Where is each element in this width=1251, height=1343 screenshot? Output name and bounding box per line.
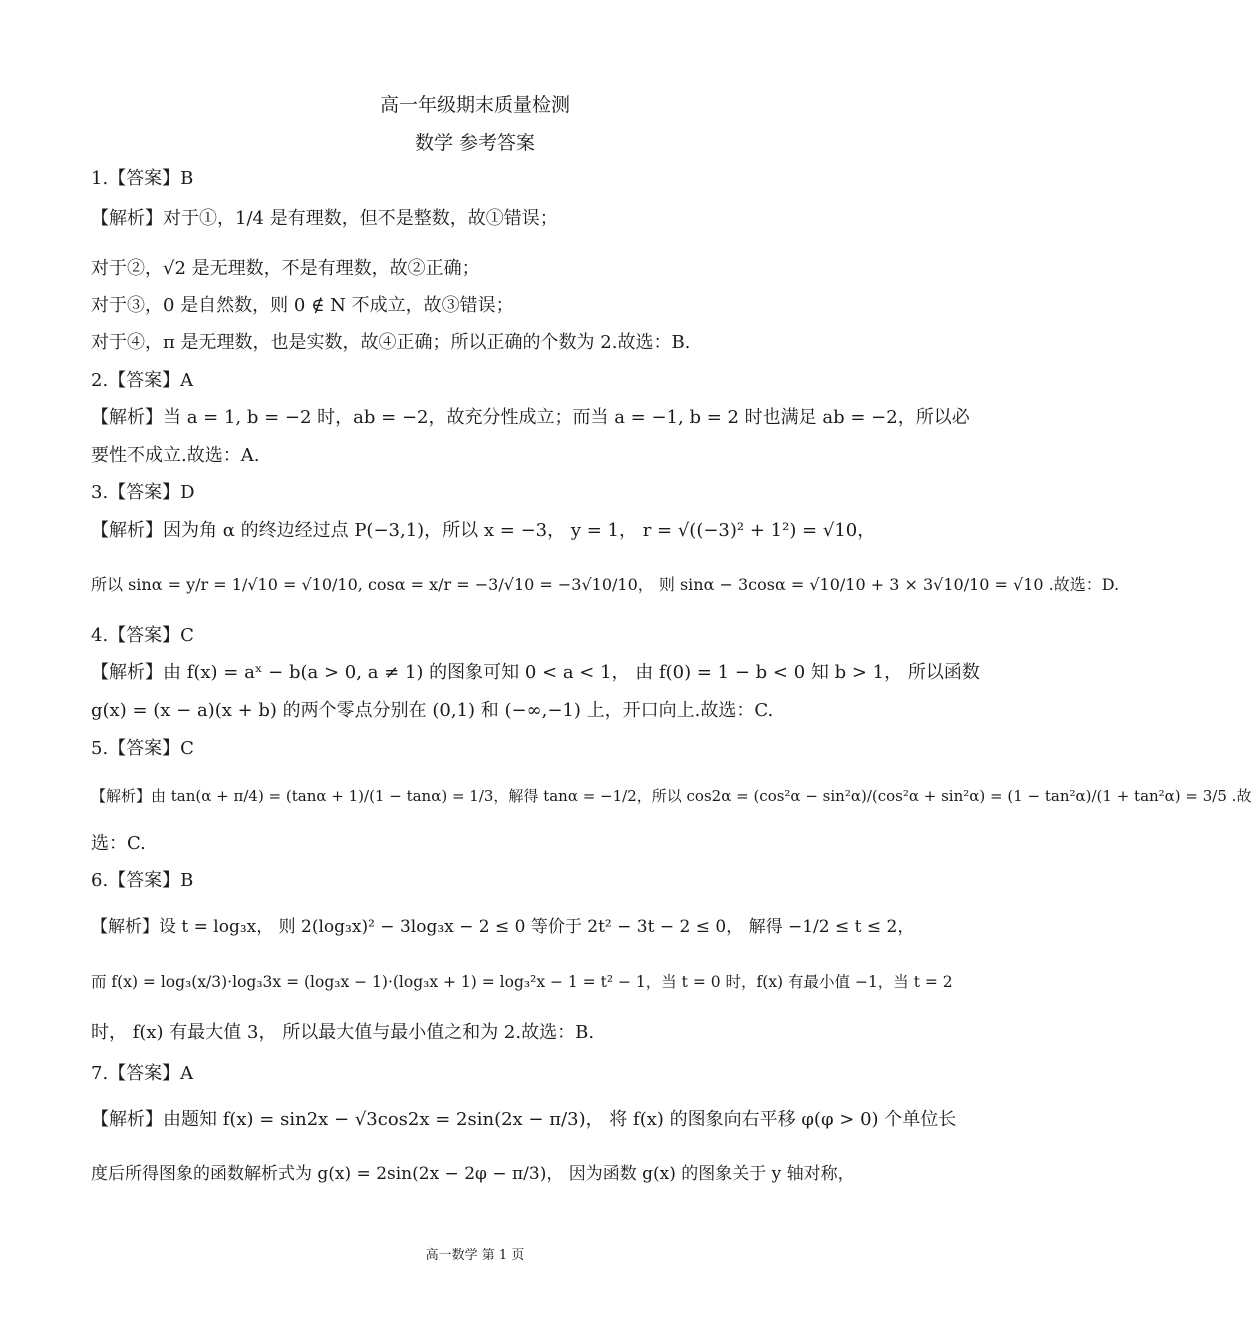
q2-answer: 2.【答案】A: [91, 370, 194, 391]
q4-line-1: 【解析】由 f(x) = aˣ − b(a > 0, a ≠ 1) 的图象可知 0 < a < 1， 由 f(0) = 1 − b < 0 知 b > 1， 所以函数: [91, 662, 980, 683]
q6-line-3: 时， f(x) 有最大值 3， 所以最大值与最小值之和为 2.故选：B.: [91, 1022, 595, 1043]
q6-answer: 6.【答案】B: [91, 870, 194, 891]
q5-line-2: 选：C.: [91, 833, 146, 854]
page-subtitle: 数学 参考答案: [414, 132, 536, 154]
q1-answer: 1.【答案】B: [91, 168, 194, 189]
q2-line-1: 【解析】当 a = 1, b = −2 时，ab = −2，故充分性成立；而当 a = −1, b = 2 时也满足 ab = −2，所以必: [91, 407, 970, 428]
q3-line-1: 【解析】因为角 α 的终边经过点 P(−3,1)，所以 x = −3， y = 1， r = √((−3)² + 1²) = √10，: [91, 520, 876, 541]
q4-answer: 4.【答案】C: [91, 625, 194, 646]
q3-line-2: 所以 sinα = y/r = 1/√10 = √10/10, cosα = x/r = −3/√10 = −3√10/10， 则 sinα − 3cosα = √10/10 + 3 × 3√10/10 = √10 .故选：D.: [91, 575, 1120, 594]
page-footer: 高一数学 第 1 页: [425, 1248, 525, 1263]
q5-answer: 5.【答案】C: [91, 738, 194, 759]
q7-line-1: 【解析】由题知 f(x) = sin2x − √3cos2x = 2sin(2x − π/3)， 将 f(x) 的图象向右平移 φ(φ > 0) 个单位长: [91, 1109, 957, 1130]
q6-line-1: 【解析】设 t = log₃x， 则 2(log₃x)² − 3log₃x − 2 ≤ 0 等价于 2t² − 3t − 2 ≤ 0， 解得 −1/2 ≤ t ≤ 2，: [91, 917, 915, 937]
q7-answer: 7.【答案】A: [91, 1063, 194, 1084]
q5-line-1: 【解析】由 tan(α + π/4) = (tanα + 1)/(1 − tanα) = 1/3，解得 tanα = −1/2，所以 cos2α = (cos²α − sin²α)/(cos²α + sin²α) = (1 − tan²α)/(1 + tan²α) = 3/5 .故: [91, 787, 1251, 805]
q1-line-4: 对于④，π 是无理数，也是实数，故④正确；所以正确的个数为 2.故选：B.: [91, 332, 691, 353]
q6-line-2: 而 f(x) = log₃(x/3)·log₃3x = (log₃x − 1)·(log₃x + 1) = log₃²x − 1 = t² − 1，当 t = 0 时，f(x) 有最小值 −1，当 t = 2: [91, 973, 953, 991]
q1-line-2: 对于②，√2 是无理数，不是有理数，故②正确；: [91, 258, 480, 279]
page-title: 高一年级期末质量检测: [379, 94, 570, 116]
q4-line-2: g(x) = (x − a)(x + b) 的两个零点分别在 (0,1) 和 (−∞,−1) 上，开口向上.故选：C.: [91, 700, 774, 721]
q2-line-2: 要性不成立.故选：A.: [91, 445, 260, 466]
q1-line-1: 【解析】对于①，1/4 是有理数，但不是整数，故①错误；: [91, 208, 558, 229]
q3-answer: 3.【答案】D: [91, 482, 195, 503]
q7-line-2: 度后所得图象的函数解析式为 g(x) = 2sin(2x − 2φ − π/3)， 因为函数 g(x) 的图象关于 y 轴对称，: [91, 1164, 855, 1184]
q1-line-3: 对于③，0 是自然数，则 0 ∉ N 不成立，故③错误；: [91, 295, 514, 316]
